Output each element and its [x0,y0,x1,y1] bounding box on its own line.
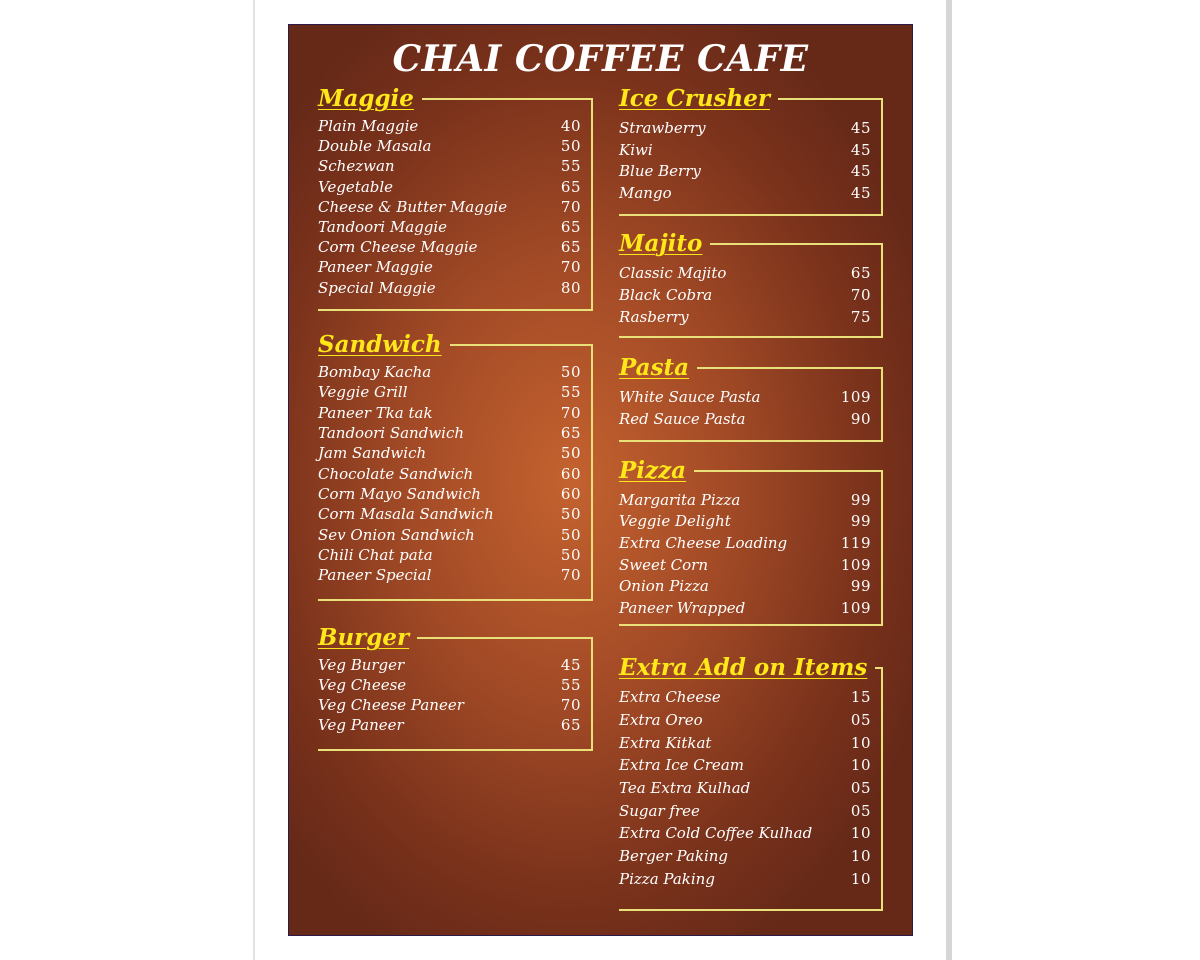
menu-item-price: 05 [850,711,871,730]
menu-item [619,306,871,328]
menu-item-price: 10 [850,756,871,775]
menu-item-name: White Sauce Pasta [619,388,761,406]
menu-item-price: 90 [850,410,871,428]
menu-item-price: 55 [560,157,581,176]
menu-item [318,237,581,257]
section-heading: Majito [619,230,703,257]
menu-item [619,754,871,777]
item-list [619,489,871,619]
menu-item-name: Corn Cheese Maggie [318,238,478,257]
menu-item-name: Special Maggie [318,278,436,297]
menu-item [619,799,871,822]
menu-item-name: Plain Maggie [318,117,419,136]
section-frame-top [778,98,883,100]
menu-item [318,463,581,483]
menu-item-name: Paneer Tka tak [318,403,433,422]
menu-item [619,777,871,800]
menu-item-name: Sev Onion Sandwich [318,525,475,544]
menu-item-price: 50 [560,525,581,544]
menu-item [318,362,581,382]
menu-item-price: 05 [850,779,871,798]
menu-item-name: Extra Cold Coffee Kulhad [619,824,813,843]
menu-item-price: 60 [560,484,581,503]
menu-item [619,511,871,533]
menu-item-name: Extra Kitkat [619,733,712,752]
section-sandwich [318,332,593,601]
menu-item-name: Sweet Corn [619,555,709,574]
menu-item [619,868,871,891]
section-majito [619,231,883,338]
section-ice-crusher [619,86,883,216]
section-heading: Extra Add on Items [619,654,868,681]
menu-item [619,822,871,845]
menu-item [619,284,871,306]
menu-item [318,403,581,423]
menu-item-name: Extra Cheese [619,688,721,707]
menu-title: CHAI COFFEE CAFE [392,38,809,80]
menu-item-price: 65 [560,177,581,196]
menu-item-price: 45 [850,162,871,181]
menu-item-price: 10 [850,847,871,866]
section-burger [318,625,593,751]
item-list [619,686,871,890]
menu-item-name: Veg Burger [318,656,405,674]
menu-item-name: Jam Sandwich [318,444,427,463]
menu-item-price: 109 [840,388,871,406]
section-pizza [619,458,883,626]
menu-item [619,386,871,408]
menu-item [619,408,871,430]
section-frame-top [450,344,593,346]
menu-item-name: Black Cobra [619,286,713,304]
menu-item-name: Strawberry [619,118,706,137]
menu-item-price: 45 [560,656,581,674]
section-heading: Ice Crusher [619,85,770,112]
menu-item-name: Rasberry [619,308,689,326]
menu-item-price: 10 [850,733,871,752]
menu-item-price: 50 [560,137,581,156]
section-frame-top [694,470,883,472]
menu-item [318,217,581,237]
item-list [318,116,581,298]
menu-item [318,197,581,217]
menu-item [318,484,581,504]
menu-item-price: 65 [560,716,581,734]
item-list [619,262,871,328]
menu-item [318,565,581,585]
menu-item-price: 10 [850,869,871,888]
section-heading: Burger [318,624,410,651]
menu-item [318,715,581,735]
menu-item-name: Corn Mayo Sandwich [318,484,481,503]
item-list [318,655,581,735]
menu-item-price: 05 [850,801,871,820]
page-edge-right [946,0,952,960]
menu-item-price: 70 [560,197,581,216]
menu-item-name: Onion Pizza [619,577,709,596]
menu-item-name: Tandoori Sandwich [318,424,465,443]
menu-item [619,575,871,597]
menu-item-name: Extra Cheese Loading [619,533,788,552]
menu-item [619,845,871,868]
menu-item-name: Double Masala [318,137,432,156]
menu-item-name: Paneer Wrapped [619,598,746,617]
menu-item-name: Paneer Special [318,566,432,585]
menu-item-price: 70 [560,696,581,714]
menu-item-price: 10 [850,824,871,843]
menu-item [318,177,581,197]
menu-item-name: Chili Chat pata [318,545,433,564]
item-list [619,386,871,430]
page-edge-left [253,0,255,960]
section-frame-top [710,243,883,245]
menu-item-name: Veg Paneer [318,716,404,734]
section-frame-top [417,637,593,639]
menu-item-price: 70 [560,566,581,585]
menu-item-name: Extra Ice Cream [619,756,744,775]
menu-item [318,655,581,675]
menu-item-name: Kiwi [619,140,653,159]
menu-item-name: Tandoori Maggie [318,218,448,237]
menu-item-name: Corn Masala Sandwich [318,505,494,524]
menu-item-name: Bombay Kacha [318,363,432,382]
menu-item [619,554,871,576]
menu-item-name: Tea Extra Kulhad [619,779,751,798]
section-heading: Pizza [619,457,687,484]
menu-item-name: Classic Majito [619,264,727,282]
menu-item-name: Chocolate Sandwich [318,464,474,483]
menu-item-name: Veggie Delight [619,512,731,531]
menu-item [619,709,871,732]
menu-item-price: 45 [850,140,871,159]
item-list [318,362,581,585]
menu-item [619,532,871,554]
menu-item [619,686,871,709]
menu-item-name: Paneer Maggie [318,258,433,277]
menu-item [318,257,581,277]
menu-item [318,136,581,156]
section-heading: Sandwich [318,331,442,358]
menu-item-name: Veg Cheese [318,676,407,694]
menu-item [318,545,581,565]
menu-item-price: 65 [560,424,581,443]
menu-item-price: 65 [850,264,871,282]
menu-item-price: 55 [560,676,581,694]
menu-item-price: 50 [560,363,581,382]
menu-item [619,731,871,754]
menu-item-name: Margarita Pizza [619,490,741,509]
menu-item [318,278,581,298]
menu-item [318,382,581,402]
menu-item-price: 45 [850,118,871,137]
menu-item-price: 50 [560,545,581,564]
section-maggie [318,86,593,311]
menu-item-name: Schezwan [318,157,395,176]
menu-item [318,504,581,524]
menu-item-price: 99 [850,577,871,596]
section-frame-top [422,98,593,100]
menu-item [318,423,581,443]
menu-item [318,524,581,544]
menu-item [619,597,871,619]
menu-item-name: Berger Paking [619,847,728,866]
menu-card [288,24,913,936]
section-heading: Pasta [619,354,690,381]
menu-item-price: 65 [560,238,581,257]
menu-item [619,160,871,182]
section-heading: Maggie [318,85,414,112]
menu-item-price: 60 [560,464,581,483]
menu-item-name: Sugar free [619,801,700,820]
menu-item-price: 15 [850,688,871,707]
menu-item-price: 50 [560,505,581,524]
section-pasta [619,355,883,442]
menu-item [619,139,871,161]
menu-item-name: Vegetable [318,177,394,196]
menu-item-price: 65 [560,218,581,237]
menu-item-name: Pizza Paking [619,869,715,888]
menu-item-price: 75 [850,308,871,326]
menu-item-price: 70 [560,258,581,277]
menu-item-price: 50 [560,444,581,463]
menu-item-price: 55 [560,383,581,402]
menu-item-name: Blue Berry [619,162,701,181]
menu-item-price: 40 [560,117,581,136]
menu-item-price: 70 [850,286,871,304]
menu-item-price: 70 [560,403,581,422]
menu-item [318,116,581,136]
section-frame-top [875,667,883,669]
menu-item-price: 119 [840,533,871,552]
menu-item-price: 109 [840,555,871,574]
menu-item-price: 80 [560,278,581,297]
menu-item [619,182,871,204]
menu-item-name: Veggie Grill [318,383,408,402]
menu-item-name: Cheese & Butter Maggie [318,197,508,216]
item-list [619,117,871,204]
section-extras [619,655,883,911]
menu-item-price: 109 [840,598,871,617]
menu-item [318,443,581,463]
menu-item-name: Mango [619,183,672,202]
menu-item [318,156,581,176]
menu-item-price: 99 [850,490,871,509]
menu-item [619,489,871,511]
menu-item-name: Veg Cheese Paneer [318,696,464,714]
menu-item-name: Red Sauce Pasta [619,410,746,428]
menu-item [619,262,871,284]
menu-item-price: 45 [850,183,871,202]
menu-item-price: 99 [850,512,871,531]
menu-item [318,675,581,695]
menu-item-name: Extra Oreo [619,711,703,730]
menu-item [619,117,871,139]
section-frame-top [697,367,883,369]
menu-item [318,695,581,715]
